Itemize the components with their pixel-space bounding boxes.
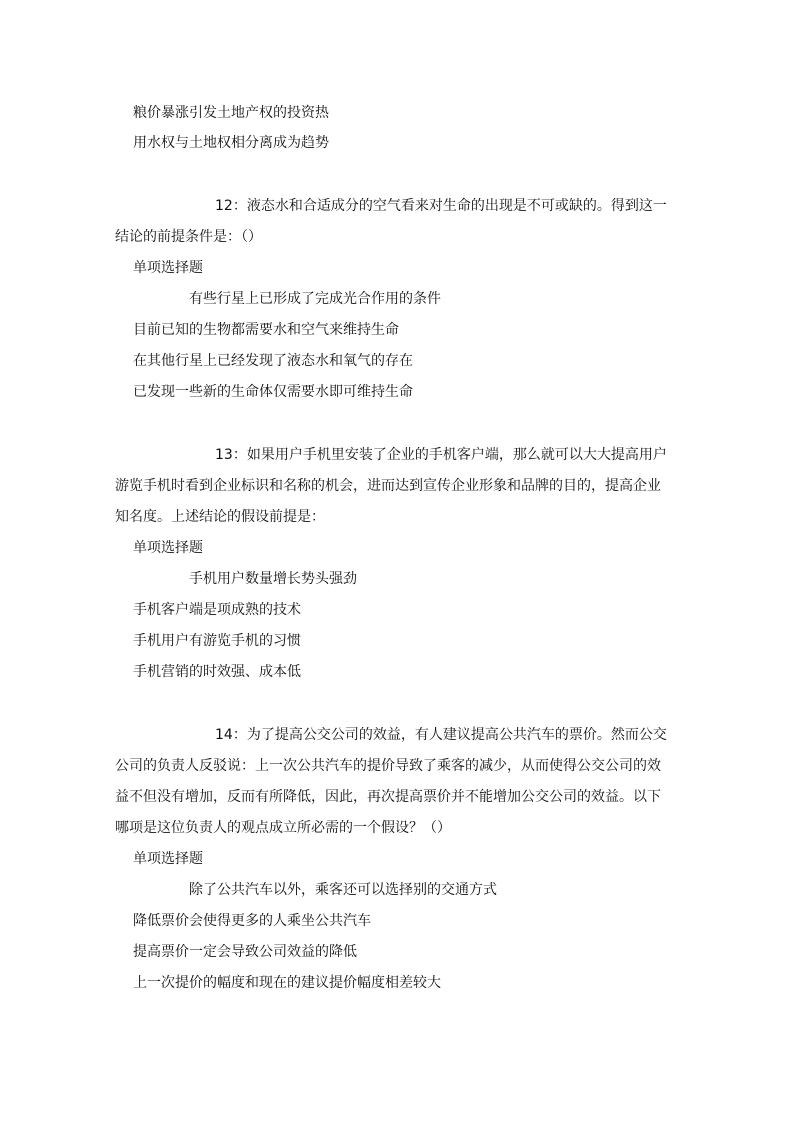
q13-stem-line-1: 13：如果用户手机里安装了企业的手机客户端，那么就可以大大提高用户: [215, 447, 667, 463]
q12-type-label: 单项选择题: [133, 260, 203, 276]
q14-option-c: 提高票价一定会导致公司效益的降低: [133, 944, 357, 960]
q12-option-a: 有些行星上已形成了完成光合作用的条件: [189, 291, 441, 307]
q14-option-b: 降低票价会使得更多的人乘坐公共汽车: [133, 913, 371, 929]
q12-option-c: 在其他行星上已经发现了液态水和氧气的存在: [133, 353, 413, 369]
q14-type-label: 单项选择题: [133, 851, 203, 867]
q13-option-b: 手机客户端是项成熟的技术: [133, 602, 301, 618]
q13-option-c: 手机用户有游览手机的习惯: [133, 633, 301, 649]
q12-option-b: 目前已知的生物都需要水和空气来维持生命: [133, 322, 399, 338]
q14-stem-line-4: 哪项是这位负责人的观点成立所必需的一个假设？（）: [115, 820, 451, 836]
q12-option-d: 已发现一些新的生命体仅需要水即可维持生命: [133, 384, 413, 400]
q12-stem-line-1: 12：液态水和合适成分的空气看来对生命的出现是不可或缺的。得到这一: [215, 198, 667, 214]
q13-stem-line-3: 知名度。上述结论的假设前提是：: [115, 509, 325, 525]
q14-stem-line-3: 益不但没有增加，反而有所降低，因此，再次提高票价并不能增加公交公司的效益。以下: [115, 789, 661, 805]
q13-option-a: 手机用户数量增长势头强劲: [189, 571, 357, 587]
q12-stem-line-2: 结论的前提条件是：（）: [115, 229, 262, 245]
q14-option-a: 除了公共汽车以外，乘客还可以选择别的交通方式: [189, 882, 497, 898]
q13-option-d: 手机营销的时效强、成本低: [133, 664, 301, 680]
q13-stem-line-2: 游览手机时看到企业标识和名称的机会，进而达到宣传企业形象和品牌的目的，提高企业: [115, 478, 661, 494]
prev-option-d: 用水权与土地权相分离成为趋势: [133, 135, 329, 151]
q14-stem-line-2: 公司的负责人反驳说：上一次公共汽车的提价导致了乘客的减少，从而使得公交公司的效: [115, 758, 661, 774]
prev-option-c: 粮价暴涨引发土地产权的投资热: [133, 105, 329, 121]
q14-option-d: 上一次提价的幅度和现在的建议提价幅度相差较大: [133, 975, 441, 991]
q13-type-label: 单项选择题: [133, 540, 203, 556]
q14-stem-line-1: 14：为了提高公交公司的效益，有人建议提高公共汽车的票价。然而公交: [215, 727, 667, 743]
